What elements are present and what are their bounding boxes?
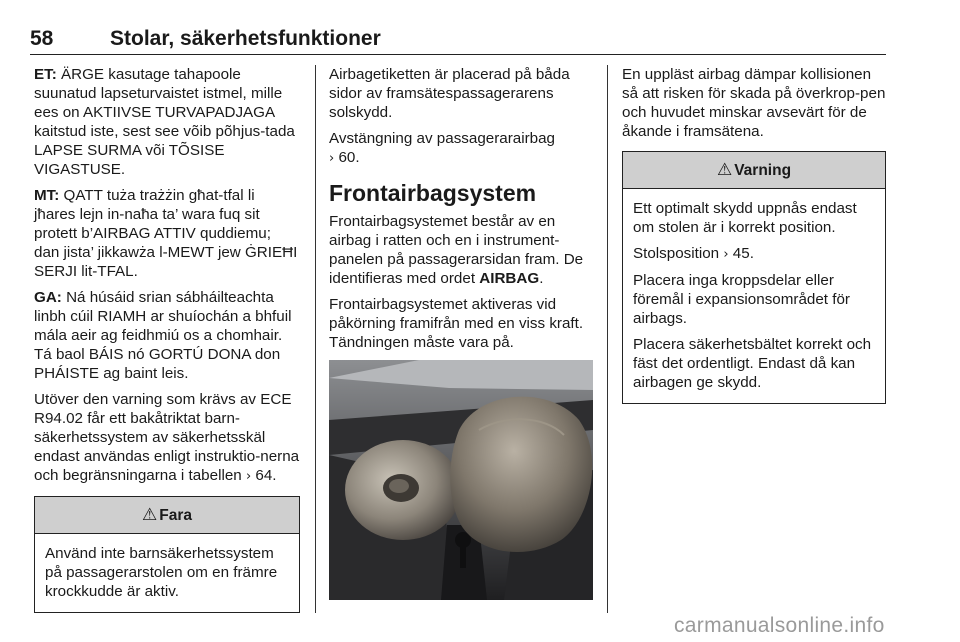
deactivation-text: Avstängning av passagerarairbag — [329, 130, 555, 147]
column-left — [34, 65, 300, 613]
page-header — [30, 24, 886, 55]
activation-paragraph: Frontairbagsystemet aktiveras vid påkörning framifrån med en viss kraft. Tändningen måste vara på. — [329, 296, 584, 351]
mt-paragraph — [34, 186, 300, 281]
warning-title: Varning — [734, 162, 792, 179]
warning-box-body — [623, 189, 885, 403]
ga-text: Ná húsáid srian sábháilteachta linbh cúil RIAMH ar shuíochán a bhfuil mála aeir ag feidhmiú os a chomhair. Tá baol BÁIS nó GORTÚ DONA don PHÁISTE ag baint leis. — [34, 289, 292, 382]
section-heading: Frontairbagsystem — [329, 180, 537, 206]
column-middle — [329, 65, 595, 600]
mt-label: MT: — [34, 187, 60, 204]
danger-text: Använd inte barnsäkerhetssystem på passagerarstolen om en främre krockkudde är aktiv. — [45, 545, 278, 600]
effect-paragraph: En uppläst airbag dämpar kollisionen så att risken för skada på överkrop-pen och huvudet minskar avsevärt för de åkande i framsätena. — [622, 66, 886, 140]
ece-text: Utöver den varning som krävs av ECE R94.02 får ett bakåtriktat barn-säkerhetssystem av säkerhetsskäl endast användas enligt instruktio-nerna och begränsningarna i tabellen — [34, 391, 300, 484]
reference-arrow-icon: › — [329, 151, 335, 166]
danger-title: Fara — [159, 507, 192, 524]
warning-triangle-icon: ⚠ — [142, 505, 158, 525]
seat-position-ref-link[interactable]: 45. — [732, 245, 754, 262]
warning-triangle-icon: ⚠ — [716, 160, 733, 180]
seat-position-text: Stolsposition — [633, 245, 720, 262]
period: . — [539, 270, 544, 287]
warning-box — [622, 151, 886, 404]
danger-box-body — [35, 534, 299, 612]
reference-arrow-icon: › — [245, 469, 252, 484]
system-paragraph — [329, 212, 595, 288]
mt-text: QATT tuża trażżin għat-tfal li jħares lejn in-naħa ta’ wara fuq sit protett b’AIRBAG ATTIV quddiemu; dan jista’ jikkawża l-MEWT jew ĠRIEĦI SERJI lit-TFAL. — [34, 187, 298, 280]
danger-box — [34, 496, 300, 613]
et-text: ÄRGE kasutage tahapoole suunatud lapseturvaistet istmel, mille ees on AKTIIVSE TURVAPADJAGA kaitstud iste, sest see võib põhjus-tada LAPSE SURMA või TÕSISE VIGASTUSE. — [34, 66, 295, 178]
deactivation-ref-link[interactable]: 60. — [338, 149, 360, 166]
ece-paragraph — [34, 390, 300, 486]
et-label: ET: — [34, 66, 57, 83]
page-number: 58 — [30, 27, 54, 50]
danger-box-header — [35, 497, 299, 534]
deactivation-paragraph — [329, 129, 595, 168]
warning-box-header — [623, 152, 885, 189]
ga-paragraph — [34, 288, 300, 383]
watermark: carmanualsonline.info — [674, 614, 885, 637]
et-paragraph — [34, 65, 300, 179]
system-text: Frontairbagsystemet består av en airbag i ratten och en i instrument-panelen på passagerarsidan fram. De identifieras med ordet — [329, 213, 584, 287]
ece-ref-link[interactable]: 64. — [255, 467, 277, 484]
airbag-illustration — [329, 360, 593, 600]
column-divider — [607, 65, 608, 613]
label-paragraph: Airbagetiketten är placerad på båda sidor av framsätespassagerarens solskydd. — [329, 66, 570, 121]
warning-text-1: Ett optimalt skydd uppnås endast om stolen är i korrekt position. — [633, 200, 857, 236]
column-right — [622, 65, 886, 404]
airbag-word: AIRBAG — [479, 270, 540, 287]
ga-label: GA: — [34, 289, 62, 306]
warning-text-4: Placera säkerhetsbältet korrekt och fäst det ordentligt. Endast då kan airbagen ge skydd. — [633, 336, 872, 391]
warning-text-3: Placera inga kroppsdelar eller föremål i expansionsområdet för airbags. — [633, 272, 850, 327]
column-divider — [315, 65, 316, 613]
reference-arrow-icon: › — [723, 247, 729, 262]
warning-text-2 — [633, 244, 875, 264]
page-title: Stolar, säkerhetsfunktioner — [110, 27, 381, 50]
airbag-photo — [329, 360, 593, 600]
